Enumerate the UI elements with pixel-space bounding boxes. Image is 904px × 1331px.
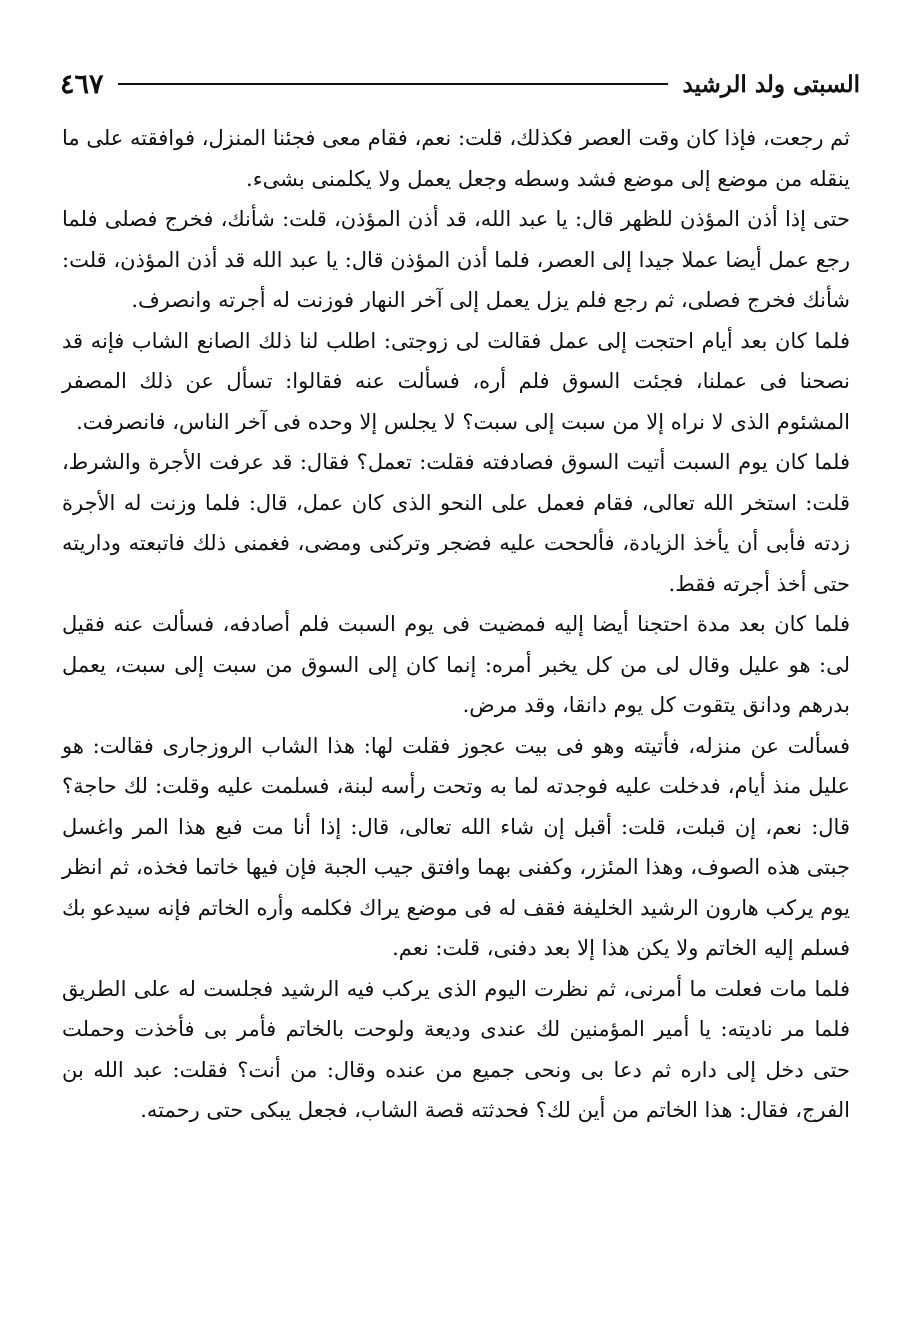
running-title: السبتى ولد الرشيد — [682, 70, 860, 98]
paragraph: ثم رجعت، فإذا كان وقت العصر فكذلك، قلت: نعم، فقام معى فجئنا المنزل، فوافقته على ما ينقله من موضع إلى موضع فشد وسطه وجعل يعمل ولا يكلمنى بشىء. — [62, 126, 850, 191]
paragraph: حتى إذا أذن المؤذن للظهر قال: يا عبد الله، قد أذن المؤذن، قلت: شأنك، فخرج فصلى فلما رجع عمل أيضا عملا جيدا إلى العصر، فلما أذن المؤذن قال: يا عبد الله قد أذن المؤذن، قلت: شأنك فخرج فصلى، ثم رجع فلم يزل يعمل إلى آخر النهار فوزنت له أجرته وانصرف. — [62, 207, 850, 312]
header-rule — [118, 83, 669, 85]
paragraph: فلما كان بعد مدة احتجنا أيضا إليه فمضيت فى يوم السبت فلم أصادفه، فسألت عنه فقيل لى: هو عليل وقال لى من كل يخبر أمره: إنما كان إلى السوق من سبت إلى سبت، يعمل بدرهم ودانق يتقوت كل يوم دانقا، وقد مرض. — [62, 612, 850, 717]
paragraph: فلما مات فعلت ما أمرنى، ثم نظرت اليوم الذى يركب فيه الرشيد فجلست له على الطريق فلما مر ناديته: يا أمير المؤمنين لك عندى وديعة ولوحت بالخاتم فأمر بى فأخذت وحملت حتى دخل إلى داره ثم دعا بى ونحى جميع من عنده وقال: من أنت؟ فقلت: عبد الله بن الفرج، فقال: هذا الخاتم من أين لك؟ فحدثته قصة الشاب، فجعل يبكى حتى رحمته. — [62, 976, 850, 1122]
body-text — [62, 118, 850, 1131]
page-header — [60, 62, 860, 106]
paragraph: فسألت عن منزله، فأتيته وهو فى بيت عجوز فقلت لها: هذا الشاب الروزجارى فقالت: هو عليل منذ أيام، فدخلت عليه فوجدته لما به وتحت رأسه لبنة، فسلمت عليه وقلت: لك حاجة؟ قال: نعم، إن قبلت، قلت: أقبل إن شاء الله تعالى، قال: إذا أنا مت فبع هذا المر واغسل جبتى هذه الصوف، وهذا المئزر، وكفنى بهما وافتق جيب الجبة فإن فيها خاتما فخذه، ثم انظر يوم يركب هارون الرشيد الخليفة فقف له فى موضع يراك فكلمه وأره الخاتم فإنه سيدعو بك فسلم إليه الخاتم ولا يكن هذا إلا بعد دفنى، قلت: نعم. — [62, 733, 850, 960]
page-number: ٤٦٧ — [60, 68, 104, 100]
paragraph: فلما كان بعد أيام احتجت إلى عمل فقالت لى زوجتى: اطلب لنا ذلك الصانع الشاب فإنه قد نصحنا فى عملنا، فجئت السوق فلم أره، فسألت عنه فقالوا: تسأل عن ذلك المصفر المشئوم الذى لا نراه إلا من سبت إلى سبت؟ لا يجلس إلا وحده فى آخر الناس، فانصرفت. — [62, 328, 850, 434]
paragraph: فلما كان يوم السبت أتيت السوق فصادفته فقلت: تعمل؟ فقال: قد عرفت الأجرة والشرط، قلت: استخر الله تعالى، فقام فعمل على النحو الذى كان عمل، قال: فلما وزنت له الأجرة زدته فأبى أن يأخذ الزيادة، فألححت عليه فضجر وتركنى ومضى، فغمنى ذلك فاتبعته وداريته حتى أخذ أجرته فقط. — [62, 450, 850, 596]
